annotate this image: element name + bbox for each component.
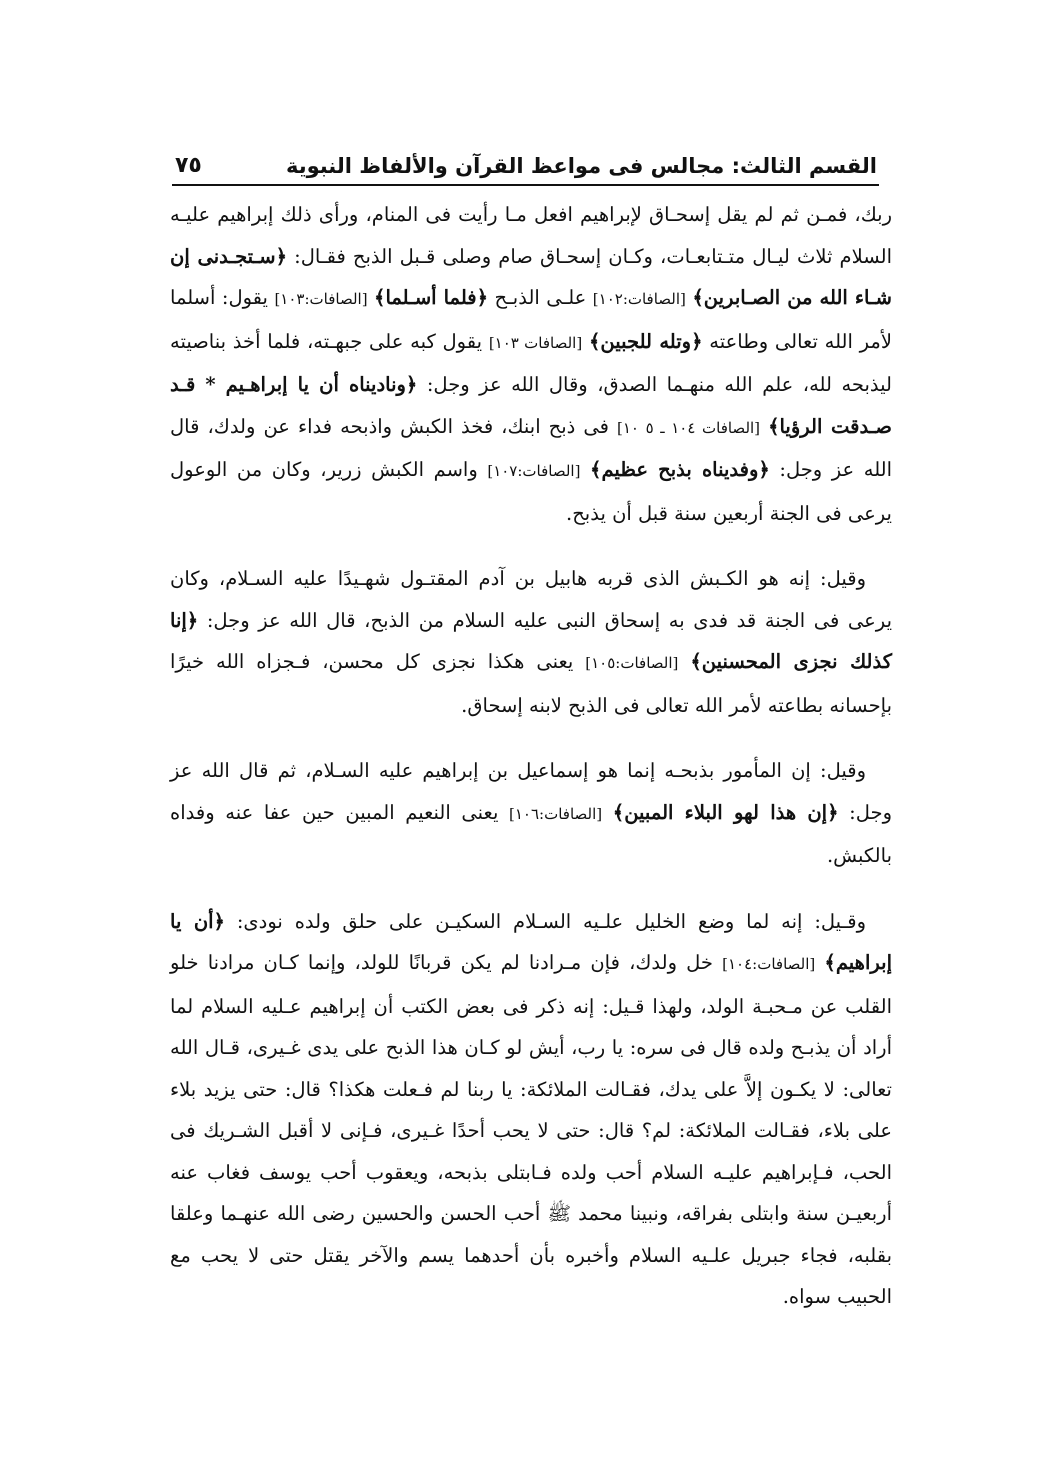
body-text: يعنى هكذا نجزى كل محسن، فـجزاه الله خيرًا بإحسانه بطاعته لأمر الله تعالى فى الذبح لابنه إسحاق. xyxy=(170,650,892,717)
quran-verse: ﴿وتله للجبين﴾ xyxy=(588,329,703,353)
body-text: واسم الكبش زرير، وكان من الوعول يرعى فى الجنة أربعين سنة قبل أن يذبح. xyxy=(170,458,892,525)
quran-verse: ﴿وفديناه بذبح عظيم﴾ xyxy=(590,458,770,481)
body-text: علـى الذبـح xyxy=(488,286,593,309)
book-title: مجالس فى مواعظ القرآن والألفاظ النبوية xyxy=(285,154,725,178)
header-divider xyxy=(172,184,879,186)
quran-verse: ﴿وناديناه أن يا إبراهـيم * قـد صـدقت الرؤيا﴾ xyxy=(170,373,892,438)
paragraph xyxy=(170,558,892,726)
body-text: خل ولدك، فإن مـرادنا لم يكن قربانًا للولد، وإنما كـان مرادنا خلو القلب عن مـحبـة الولد، ولهذا قـيل: إنه ذكر فى بعض الكتب أن إبراهيم عـليه السلام لما أراد أن يذبـح ولده قال فى سره: يا رب، أيش لو كـان هذا الذبح على يدى غـيرى، قـال الله تعالى: لا يكـون إلاَّ على يدك، فقـالت الملائكة: يا ربنا لم فـعلت هكذا؟ قال: حتى يزيد بلاء على بلاء، فقـالت الملائكة: لم؟ قال: حتى لا يحب أحدًا غـيرى، فـإنى لا أقبل الشـريك فى الحب، فـإبراهيم عليـه السلام أحب ولده فـابتلى بذبحه، ويعقوب أحب يوسف فغاب عنه أربعيـن سنة وابتلى بفراقه، ونبينا محمد ﷺ أحب الحسن والحسين رضى الله عنهـما وعلقا بقلبه، فجاء جبريل علـيه السلام وأخبره بأن أحدهما يسم والآخر يقتل حتى لا يحب مع الحبيب سواه. xyxy=(170,951,892,1308)
quran-verse: ﴿إنا كذلك نجزى المحسنين﴾ xyxy=(170,608,892,673)
quran-verse: ﴿سـتجـدنى إن شـاء الله من الصـابرين﴾ xyxy=(170,244,892,309)
body-text xyxy=(580,458,590,481)
page-header xyxy=(175,138,877,178)
running-title xyxy=(286,154,877,178)
verse-reference: [الصافات:١٠٤] xyxy=(722,955,816,973)
body-text xyxy=(602,801,613,824)
body-text xyxy=(760,415,768,438)
body-text: يعنى النعيم المبين حين عفا عنه وفداه بالكبش. xyxy=(170,800,892,867)
body-text: يقول كبه على جبهـته، فلما أخذ بناصيته ليذبحه لله، علم الله منهـما الصدق، وقال الله عز وجل: xyxy=(170,329,892,396)
body-text: وقـيل: إنه لما وضع الخليل علـيه السـلام السكيـن على حلق ولده نودى: xyxy=(224,909,866,933)
body-text: وقيل: إنه هو الكـبش الذى قربه هابيل بن آدم المقتـول شهـيدًا عليه السـلام، وكان يرعى فى الجنة قد فدى به إسحاق النبى عليه السلام من الذبح، قال الله عز وجل: xyxy=(170,567,892,632)
body-text: ربك، فمـن ثم لم يقل إسحـاق لإبراهيم افعل مـا رأيت فى المنام، ورأى ذلك إبراهيم عليـه السلام ثلاث ليـال متـتابعـات، وكـان إسحـاق صام وصلى قـبل الذبح فقـال: xyxy=(170,203,892,268)
section-label: القسم الثالث: xyxy=(731,154,877,178)
paragraph xyxy=(170,194,892,534)
quran-verse: ﴿إن هذا لهو البلاء المبين﴾ xyxy=(612,800,839,824)
body-text: يقول: أسلما لأمر الله تعالى وطاعته xyxy=(170,286,892,353)
body-text: فى ذبح ابنك، فخذ الكبش واذبحه فداء عن ولدك، قال الله عز وجل: xyxy=(170,414,893,481)
verse-reference: [الصافات:١٠٦] xyxy=(509,804,603,823)
verse-reference: [الصافات ١٠٤ ـ ٥ ١٠] xyxy=(617,418,761,437)
page-body xyxy=(170,194,892,1318)
verse-reference: [الصافات:١٠٧] xyxy=(487,462,581,480)
verse-reference: [الصافات ١٠٣] xyxy=(488,333,583,352)
page-number: ٧٥ xyxy=(175,153,202,178)
verse-reference: [الصافات:١٠٣] xyxy=(274,290,368,308)
quran-verse: ﴿فلما أسـلما﴾ xyxy=(374,286,489,309)
paragraph xyxy=(170,901,892,1318)
body-text: وقيل: إن المأمور بذبحـه إنما هو إسماعيل بن إبراهيم عليه السـلام، ثم قال الله عز وجل: xyxy=(170,759,892,824)
paragraph xyxy=(170,750,892,877)
quran-verse: ﴿أن يا إبراهيم﴾ xyxy=(170,909,892,974)
body-text xyxy=(582,330,589,353)
body-text xyxy=(678,650,690,673)
verse-reference: [الصافات:١٠٢] xyxy=(592,290,686,308)
verse-reference: [الصافات:١٠٥] xyxy=(585,654,679,672)
